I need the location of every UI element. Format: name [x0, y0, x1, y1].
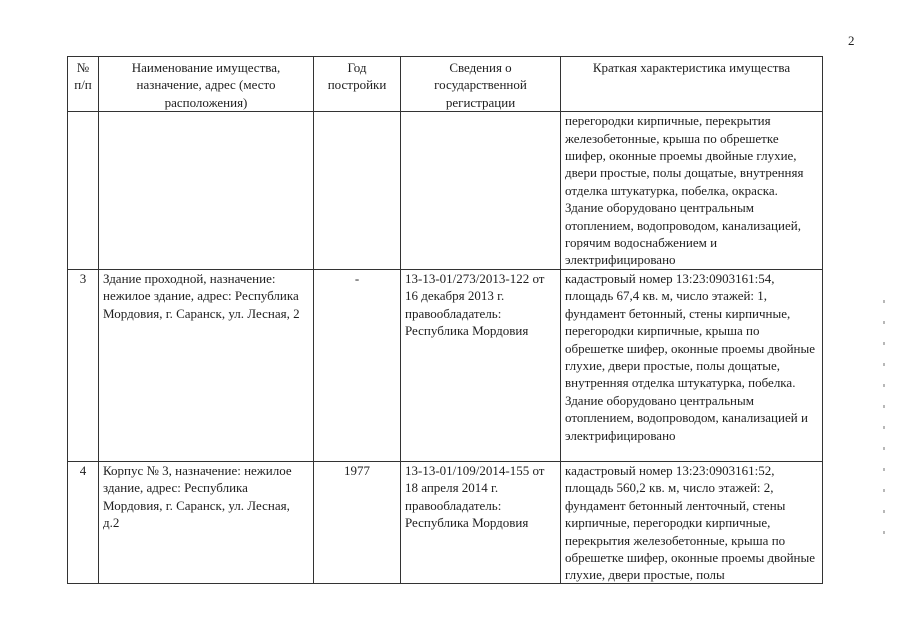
property-name: Здание проходной, назначение: нежилое здание, адрес: Республика Мордовия, г. Саранск, ул. Лесная, 2	[99, 269, 314, 461]
registration-info: 13-13-01/273/2013-122 от 16 декабря 2013 г. правообладатель: Республика Мордовия	[401, 269, 561, 461]
characteristics-text: кадастровый номер 13:23:0903161:54, площадь 67,4 кв. м, число этажей: 1, фундамент бетонный, стены кирпичные, перегородки кирпичные, крыша по обрешетке шифер, оконные проемы двойные глухие, двери простые, полы дощатые, внутренняя отделка штукатурка, побелка. Здание оборудовано центральным отоплением, водопроводом, канализацией и электрифицировано	[565, 270, 816, 443]
registration-info: 13-13-01/109/2014-155 от 18 апреля 2014 г. правообладатель: Республика Мордовия	[401, 461, 561, 583]
header-year: Год постройки	[314, 57, 401, 112]
property-name: Корпус № 3, назначение: нежилое здание, адрес: Республика Мордовия, г. Саранск, ул. Лесная, д.2	[99, 461, 314, 583]
construction-year	[314, 112, 401, 270]
registration-info	[401, 112, 561, 270]
characteristics-text: перегородки кирпичные, перекрытия железобетонные, крыша по обрешетке шифер, оконные проемы двойные глухие, двери простые, полы дощатые, внутренняя отделка штукатурка, побелка, окраска. Здание оборудовано центральным отоплением, водопроводом, канализацией, горячим водоснабжением и электрифицировано	[565, 113, 804, 268]
header-name: Наименование имущества, назначение, адрес (место расположения)	[99, 57, 314, 112]
header-characteristics: Краткая характеристика имущества	[561, 57, 823, 112]
characteristics-text: кадастровый номер 13:23:0903161:52, площадь 560,2 кв. м, число этажей: 2, фундамент бетонный ленточный, стены кирпичные, перегородки кирпичные, перекрытия железобетонные, крыша по обрешетке шифер, оконные проемы двойные глухие, двери простые, полы	[565, 462, 816, 583]
property-characteristics	[561, 112, 823, 270]
property-characteristics	[561, 269, 823, 461]
page-number: 2	[848, 33, 855, 48]
table-row	[68, 461, 823, 583]
property-characteristics	[561, 461, 823, 583]
table-row	[68, 112, 823, 270]
table-header-row	[68, 57, 823, 112]
header-registration: Сведения о государственной регистрации	[401, 57, 561, 112]
property-table	[67, 56, 823, 584]
row-number: 3	[68, 269, 99, 461]
header-number: № п/п	[68, 57, 99, 112]
table-row	[68, 269, 823, 461]
property-name	[99, 112, 314, 270]
row-number	[68, 112, 99, 270]
construction-year: -	[314, 269, 401, 461]
row-number: 4	[68, 461, 99, 583]
construction-year: 1977	[314, 461, 401, 583]
scan-margin-marks	[882, 300, 886, 590]
